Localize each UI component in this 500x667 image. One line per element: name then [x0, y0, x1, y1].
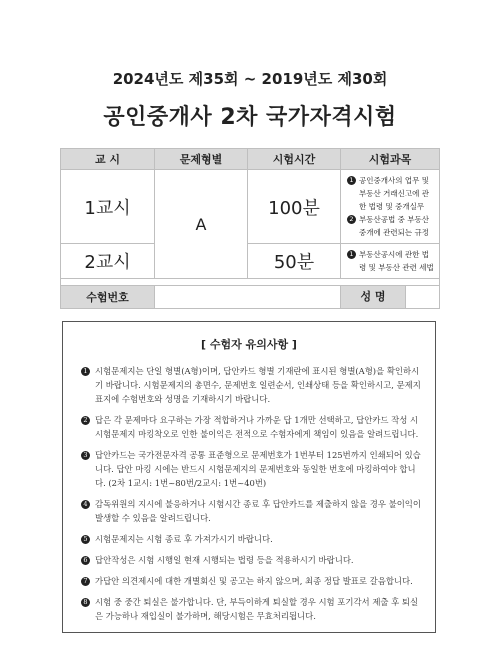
notice-text: 가답안 의견제시에 대한 개별회신 및 공고는 하지 않으며, 최종 정답 발표로 갈음합니다.: [95, 576, 413, 586]
list-item: [81, 574, 421, 588]
subject-text: 공인중개사의 업무 및 부동산 거래신고에 관한 법령 및 중개실무: [359, 176, 429, 211]
name-field[interactable]: [406, 286, 439, 308]
table-spacer: [61, 279, 440, 286]
number-marker: 8: [81, 598, 90, 607]
notice-text: 감독위원의 지시에 불응하거나 시험시간 종료 후 답안카드를 제출하지 않을 경우 불이익이 발생할 수 있음을 알려드립니다.: [95, 499, 421, 523]
list-item: [81, 532, 421, 546]
subject-item: [347, 213, 435, 239]
header-session: 교 시: [61, 149, 155, 170]
candidate-notice-box: [62, 321, 436, 633]
notice-text: 답은 각 문제마다 요구하는 가장 적합하거나 가까운 답 1개만 선택하고, 답안카드 작성 시 시험문제지 마킹착오로 인한 불이익은 전적으로 수험자에게 책임이 있음을 알려드립니다.: [95, 415, 419, 439]
exam-number-label: 수험번호: [61, 286, 155, 309]
subject-item: [347, 174, 435, 213]
notice-text: 답안카드는 국가전문자격 공통 표준형으로 문제번호가 1번부터 125번까지 인쇄되어 있습니다. 답안 마킹 시에는 반드시 시험문제지의 문제번호와 동일한 번호에 마킹하여야 합니다. (2차 1교시: 1번~80번/2교시: 1번~40번): [95, 450, 421, 488]
session-1-time: 100분: [248, 170, 341, 244]
notice-text: 시험 중 중간 퇴실은 불가합니다. 단, 부득이하게 퇴실할 경우 시험 포기각서 제출 후 퇴실은 가능하나 재입실이 불가하며, 해당시험은 무효처리됩니다.: [95, 597, 419, 621]
header-exam-subjects: 시험과목: [341, 149, 440, 170]
notice-text: 시험문제지는 단일 형별(A형)이며, 답안카드 형별 기재란에 표시된 형별(A형)을 확인하시기 바랍니다. 시험문제지의 총면수, 문제번호 일련순서, 인쇄상태 등을 확인하시고, 문제지 표지에 수험번호와 성명을 기재하시기 바랍니다.: [95, 366, 421, 404]
subject-text: 부동산공법 중 부동산 중개에 관련되는 규정: [359, 215, 429, 237]
session-1-label: 1교시: [61, 170, 155, 244]
number-marker: 6: [81, 556, 90, 565]
name-label: 성 명: [341, 286, 406, 308]
session-2-subjects: [341, 244, 440, 279]
exam-number-field[interactable]: [155, 286, 341, 309]
notice-title: [ 수험자 유의사항 ]: [201, 338, 297, 351]
subject-text: 부동산공시에 관한 법령 및 부동산 관련 세법: [359, 250, 434, 272]
number-marker: 3: [81, 451, 90, 460]
list-item: [81, 364, 421, 406]
number-marker: 7: [81, 577, 90, 586]
notice-text: 시험문제지는 시험 종료 후 가져가시기 바랍니다.: [95, 534, 273, 544]
exam-years-subtitle: 2024년도 제35회 ~ 2019년도 제30회: [112, 70, 388, 88]
number-marker: 1: [347, 176, 356, 185]
number-marker: 5: [81, 535, 90, 544]
session-2-time: 50분: [248, 244, 341, 279]
session-1-subjects: [341, 170, 440, 244]
list-item: [81, 448, 421, 490]
candidate-info-row: [61, 286, 440, 309]
list-item: [81, 595, 421, 623]
notice-text: 답안작성은 시험 시행일 현재 시행되는 법령 등을 적용하시기 바랍니다.: [95, 555, 354, 565]
list-item: [81, 497, 421, 525]
subject-item: [347, 248, 435, 274]
number-marker: 2: [81, 416, 90, 425]
header-question-type: 문제형별: [155, 149, 248, 170]
table-header-row: [61, 149, 440, 170]
list-item: [81, 413, 421, 441]
header-exam-time: 시험시간: [248, 149, 341, 170]
table-row: [61, 170, 440, 244]
session-2-label: 2교시: [61, 244, 155, 279]
exam-title: 공인중개사 2차 국가자격시험: [103, 105, 397, 130]
number-marker: 1: [81, 367, 90, 376]
exam-info-table: [60, 148, 440, 309]
list-item: [81, 553, 421, 567]
number-marker: 4: [81, 500, 90, 509]
notice-list: [81, 364, 421, 623]
question-type-value: A: [155, 170, 248, 279]
table-row: [61, 244, 440, 279]
number-marker: 2: [347, 215, 356, 224]
number-marker: 1: [347, 250, 356, 259]
